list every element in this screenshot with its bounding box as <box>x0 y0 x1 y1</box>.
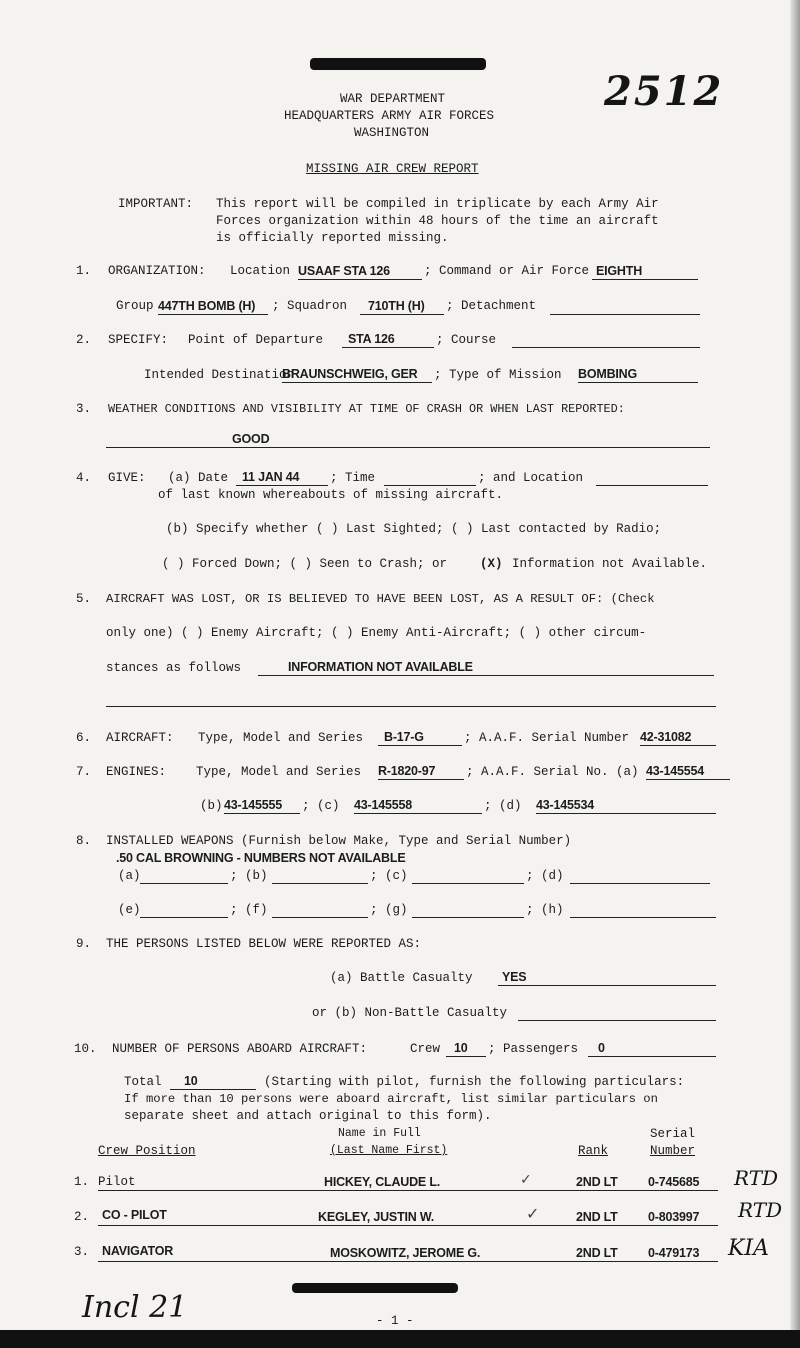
s1-squadron-label: ; Squadron <box>272 299 348 313</box>
s4-date-field <box>236 469 328 486</box>
s3-number: 3. <box>76 402 92 416</box>
form-title: MISSING AIR CREW REPORT <box>306 162 479 176</box>
check-mark-icon: ✓ <box>520 1172 532 1188</box>
header-line-1: WAR DEPARTMENT <box>340 92 446 106</box>
important-line-3: is officially reported missing. <box>216 231 449 245</box>
s10-passengers-label: ; Passengers <box>488 1042 579 1056</box>
s8-e-field <box>140 917 228 918</box>
crew-row-3-line <box>98 1261 718 1262</box>
s4-line-3: (b) Specify whether ( ) Last Sighted; ( ) Last contacted by Radio; <box>166 522 662 536</box>
s10-line-2: If more than 10 persons were aboard aircraft, list similar particulars on <box>124 1092 658 1106</box>
s10-number: 10. <box>74 1042 97 1056</box>
s7-number: 7. <box>76 765 92 779</box>
s8-a-field <box>140 883 228 884</box>
handwritten-enclosure: Incl 21 <box>82 1290 188 1325</box>
s1-command-value: EIGHTH <box>596 264 643 278</box>
s4-location-field <box>596 485 708 486</box>
s8-f-label: ; (f) <box>230 903 268 917</box>
check-mark-icon: ✓ <box>526 1204 540 1223</box>
s8-label: INSTALLED WEAPONS (Furnish below Make, Type and Serial Number) <box>106 834 572 848</box>
crew-row-2-serial: 0-803997 <box>648 1210 700 1224</box>
s7-d-field <box>536 797 716 814</box>
s7-serial-label: ; A.A.F. Serial No. (a) <box>466 765 639 779</box>
s6-type-field <box>378 729 462 746</box>
s6-serial-field <box>640 729 716 746</box>
s8-a-label: (a) <box>118 869 141 883</box>
s1-detachment-field <box>550 298 700 315</box>
s8-g-label: ; (g) <box>370 903 408 917</box>
crew-row-3-rank: 2ND LT <box>576 1246 618 1260</box>
s1-squadron-field <box>360 298 444 315</box>
crew-row-1-name: HICKEY, CLAUDE L. <box>324 1175 441 1189</box>
crew-row-2-name: KEGLEY, JUSTIN W. <box>318 1210 435 1224</box>
s1-group-field <box>158 298 268 315</box>
redaction-bar-top <box>310 58 486 70</box>
s9-number: 9. <box>76 937 92 951</box>
s10-total-field <box>170 1073 256 1090</box>
s5-number: 5. <box>76 592 92 606</box>
s2-mission-field <box>578 366 698 383</box>
s10-line-3: separate sheet and attach original to this form). <box>124 1109 492 1123</box>
crew-row-2-position: CO - PILOT <box>102 1208 167 1222</box>
s10-label: NUMBER OF PERSONS ABOARD AIRCRAFT: <box>112 1042 368 1056</box>
s2-course-field <box>512 331 700 348</box>
s8-h-label: ; (h) <box>526 903 564 917</box>
crew-row-2-note: RTD <box>738 1198 783 1222</box>
s10-crew-label: Crew <box>410 1042 441 1056</box>
page-edge-shadow <box>790 0 800 1348</box>
s4-line-4a: ( ) Forced Down; ( ) Seen to Crash; or <box>162 557 448 571</box>
s7-b-value: 43-145555 <box>224 798 282 812</box>
s5-line-1: AIRCRAFT WAS LOST, OR IS BELIEVED TO HAVE BEEN LOST, AS A RESULT OF: (Check <box>106 592 655 606</box>
s6-number: 6. <box>76 731 92 745</box>
s1-number: 1. <box>76 264 92 278</box>
s6-label: AIRCRAFT: <box>106 731 174 745</box>
s10-passengers-field <box>588 1040 716 1057</box>
important-label: IMPORTANT: <box>118 197 194 211</box>
s2-mission-value: BOMBING <box>578 367 638 381</box>
crew-row-1-num: 1. <box>74 1175 90 1189</box>
s3-value-field <box>106 431 710 448</box>
s2-departure-value: STA 126 <box>348 332 395 346</box>
s8-f-field <box>272 917 368 918</box>
s1-detachment-label: ; Detachment <box>446 299 537 313</box>
s3-label: WEATHER CONDITIONS AND VISIBILITY AT TIME OF CRASH OR WHEN LAST REPORTED: <box>108 402 625 416</box>
s1-location-label: Location <box>230 264 291 278</box>
s4-label: GIVE: <box>108 471 146 485</box>
s1-command-label: ; Command or Air Force <box>424 264 590 278</box>
s2-destination-label: Intended Destination <box>144 368 295 382</box>
s8-number: 8. <box>76 834 92 848</box>
s10-total-value: 10 <box>184 1074 198 1088</box>
s1-group-label: Group <box>116 299 154 313</box>
important-line-2: Forces organization within 48 hours of the time an aircraft <box>216 214 659 228</box>
s7-b-field <box>224 797 300 814</box>
s7-c-value: 43-145558 <box>354 798 412 812</box>
col-crew-position: Crew Position <box>98 1144 196 1158</box>
s7-type-label: Type, Model and Series <box>196 765 362 779</box>
crew-row-1-serial: 0-745685 <box>648 1175 700 1189</box>
s5-value: INFORMATION NOT AVAILABLE <box>288 660 473 674</box>
s2-label: SPECIFY: <box>108 333 169 347</box>
s8-b-label: ; (b) <box>230 869 268 883</box>
s8-weapons: .50 CAL BROWNING - NUMBERS NOT AVAILABLE <box>116 851 406 865</box>
s1-group-value: 447TH BOMB (H) <box>158 299 256 313</box>
s5-line-2: only one) ( ) Enemy Aircraft; ( ) Enemy Anti-Aircraft; ( ) other circum- <box>106 626 647 640</box>
s9-battle-label: (a) Battle Casualty <box>330 971 473 985</box>
s4-check-mark: (X) <box>480 557 503 571</box>
col-name-line-2: (Last Name First) <box>330 1144 448 1157</box>
s2-number: 2. <box>76 333 92 347</box>
s3-value: GOOD <box>232 432 270 446</box>
s1-location-field <box>298 263 422 280</box>
s7-b-label: (b) <box>200 799 223 813</box>
s8-h-field <box>570 917 716 918</box>
col-rank: Rank <box>578 1144 609 1158</box>
s4-location-label: ; and Location <box>478 471 584 485</box>
s7-serial-a-value: 43-145554 <box>646 764 704 778</box>
s8-c-label: ; (c) <box>370 869 408 883</box>
s9-nonbattle-label: or (b) Non-Battle Casualty <box>312 1006 508 1020</box>
col-serial-line-2: Number <box>650 1144 696 1158</box>
crew-row-1-note: RTD <box>734 1166 779 1190</box>
s9-nonbattle-field <box>518 1004 716 1021</box>
s5-value-field <box>258 659 714 676</box>
s4-number: 4. <box>76 471 92 485</box>
stamp-number: 2512 <box>604 68 724 115</box>
s4-date-label: (a) Date <box>168 471 229 485</box>
s10-total-label: Total <box>124 1075 162 1089</box>
s7-label: ENGINES: <box>106 765 167 779</box>
s1-command-field <box>592 263 698 280</box>
s2-course-label: ; Course <box>436 333 497 347</box>
crew-row-2-num: 2. <box>74 1210 90 1224</box>
s9-battle-field <box>498 969 716 986</box>
s8-e-label: (e) <box>118 903 141 917</box>
s2-departure-label: Point of Departure <box>188 333 324 347</box>
crew-row-2-line <box>98 1225 718 1226</box>
s4-time-field <box>384 469 476 486</box>
s8-d-field <box>570 883 710 884</box>
s5-extra-line <box>106 706 716 707</box>
s6-serial-value: 42-31082 <box>640 730 692 744</box>
important-line-1: This report will be compiled in triplicate by each Army Air <box>216 197 659 211</box>
s8-c-field <box>412 883 524 884</box>
s8-b-field <box>272 883 368 884</box>
s2-destination-field <box>282 366 432 383</box>
crew-row-1-position: Pilot <box>98 1175 136 1189</box>
s7-c-label: ; (c) <box>302 799 340 813</box>
s9-label: THE PERSONS LISTED BELOW WERE REPORTED AS: <box>106 937 422 951</box>
redaction-bar-bottom <box>292 1283 458 1293</box>
s8-g-field <box>412 917 524 918</box>
crew-row-3-position: NAVIGATOR <box>102 1244 174 1258</box>
s2-destination-value: BRAUNSCHWEIG, GER <box>282 367 418 381</box>
crew-row-3-serial: 0-479173 <box>648 1246 700 1260</box>
col-serial-line-1: Serial <box>650 1127 696 1141</box>
s6-serial-label: ; A.A.F. Serial Number <box>464 731 630 745</box>
crew-row-3-note: KIA <box>728 1236 770 1261</box>
s5-line-3-label: stances as follows <box>106 661 242 675</box>
crew-row-2-rank: 2ND LT <box>576 1210 618 1224</box>
s4-line-4b: Information not Available. <box>512 557 708 571</box>
s7-type-field <box>378 763 464 780</box>
s6-type-label: Type, Model and Series <box>198 731 364 745</box>
s8-d-label: ; (d) <box>526 869 564 883</box>
s7-d-label: ; (d) <box>484 799 522 813</box>
s1-location-value: USAAF STA 126 <box>298 264 390 278</box>
s7-d-value: 43-145534 <box>536 798 594 812</box>
s10-passengers-value: 0 <box>598 1041 605 1055</box>
s2-departure-field <box>342 331 434 348</box>
s1-squadron-value: 710TH (H) <box>368 299 425 313</box>
crew-row-1-rank: 2ND LT <box>576 1175 618 1189</box>
s1-label: ORGANIZATION: <box>108 264 206 278</box>
s10-line-1: (Starting with pilot, furnish the following particulars: <box>264 1075 685 1089</box>
header-line-3: WASHINGTON <box>354 126 430 140</box>
s2-mission-label: ; Type of Mission <box>434 368 562 382</box>
s10-crew-field <box>446 1040 486 1057</box>
s4-time-label: ; Time <box>330 471 376 485</box>
header-line-2: HEADQUARTERS ARMY AIR FORCES <box>284 109 495 123</box>
crew-row-3-name: MOSKOWITZ, JEROME G. <box>330 1246 481 1260</box>
s6-type-value: B-17-G <box>384 730 424 744</box>
s10-crew-value: 10 <box>454 1041 468 1055</box>
col-name-line-1: Name in Full <box>338 1127 421 1140</box>
s9-battle-value: YES <box>502 970 527 984</box>
s4-date-value: 11 JAN 44 <box>242 470 300 484</box>
s7-serial-a-field <box>646 763 730 780</box>
s7-c-field <box>354 797 482 814</box>
crew-row-3-num: 3. <box>74 1245 90 1259</box>
s7-type-value: R-1820-97 <box>378 764 436 778</box>
page-number: - 1 - <box>376 1314 414 1328</box>
page-bottom-edge <box>0 1330 800 1348</box>
crew-row-1-line <box>98 1190 718 1191</box>
s4-line-2: of last known whereabouts of missing aircraft. <box>158 488 504 502</box>
